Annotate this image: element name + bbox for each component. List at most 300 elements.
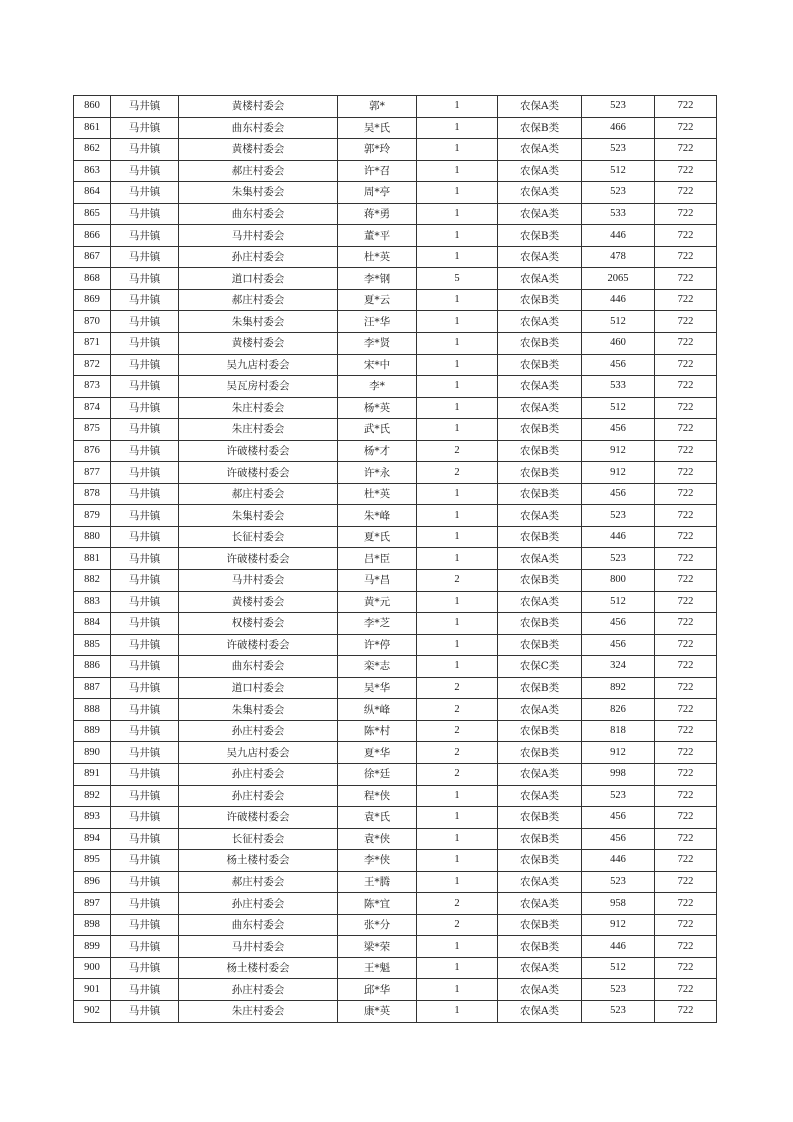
cell-serial-no: 893 <box>74 807 111 829</box>
cell-village-committee: 黄楼村委会 <box>179 333 338 355</box>
cell-standard: 722 <box>655 893 717 915</box>
table-row <box>74 483 717 505</box>
cell-category: 农保B类 <box>498 117 582 139</box>
cell-serial-no: 864 <box>74 182 111 204</box>
cell-household-count: 2 <box>417 914 498 936</box>
cell-village-committee: 孙庄村委会 <box>179 979 338 1001</box>
cell-serial-no: 866 <box>74 225 111 247</box>
cell-standard: 722 <box>655 548 717 570</box>
cell-standard: 722 <box>655 354 717 376</box>
cell-standard: 722 <box>655 419 717 441</box>
cell-amount: 912 <box>582 742 655 764</box>
cell-standard: 722 <box>655 505 717 527</box>
cell-town: 马井镇 <box>111 828 179 850</box>
cell-town: 马井镇 <box>111 699 179 721</box>
table-row <box>74 699 717 721</box>
cell-standard: 722 <box>655 333 717 355</box>
cell-village-committee: 郝庄村委会 <box>179 483 338 505</box>
cell-household-count: 1 <box>417 419 498 441</box>
cell-category: 农保B类 <box>498 483 582 505</box>
cell-serial-no: 888 <box>74 699 111 721</box>
cell-serial-no: 863 <box>74 160 111 182</box>
cell-household-count: 1 <box>417 526 498 548</box>
cell-serial-no: 865 <box>74 203 111 225</box>
cell-amount: 446 <box>582 850 655 872</box>
cell-amount: 456 <box>582 419 655 441</box>
table-row <box>74 182 717 204</box>
cell-name: 李*芝 <box>338 613 417 635</box>
cell-serial-no: 879 <box>74 505 111 527</box>
cell-household-count: 1 <box>417 807 498 829</box>
cell-name: 陈*村 <box>338 720 417 742</box>
cell-household-count: 2 <box>417 763 498 785</box>
cell-amount: 523 <box>582 1000 655 1022</box>
cell-amount: 523 <box>582 979 655 1001</box>
cell-village-committee: 黄楼村委会 <box>179 139 338 161</box>
cell-name: 郭*玲 <box>338 139 417 161</box>
cell-standard: 722 <box>655 483 717 505</box>
cell-serial-no: 868 <box>74 268 111 290</box>
cell-category: 农保A类 <box>498 160 582 182</box>
cell-town: 马井镇 <box>111 763 179 785</box>
cell-standard: 722 <box>655 656 717 678</box>
cell-standard: 722 <box>655 850 717 872</box>
cell-standard: 722 <box>655 462 717 484</box>
cell-standard: 722 <box>655 96 717 118</box>
cell-household-count: 1 <box>417 117 498 139</box>
cell-household-count: 1 <box>417 505 498 527</box>
cell-household-count: 2 <box>417 677 498 699</box>
cell-town: 马井镇 <box>111 850 179 872</box>
cell-amount: 460 <box>582 333 655 355</box>
cell-standard: 722 <box>655 225 717 247</box>
cell-village-committee: 长征村委会 <box>179 828 338 850</box>
cell-serial-no: 887 <box>74 677 111 699</box>
cell-amount: 466 <box>582 117 655 139</box>
cell-village-committee: 权楼村委会 <box>179 613 338 635</box>
cell-serial-no: 900 <box>74 957 111 979</box>
cell-category: 农保B类 <box>498 419 582 441</box>
cell-town: 马井镇 <box>111 333 179 355</box>
table-row <box>74 526 717 548</box>
cell-amount: 523 <box>582 182 655 204</box>
cell-town: 马井镇 <box>111 354 179 376</box>
cell-serial-no: 883 <box>74 591 111 613</box>
cell-household-count: 1 <box>417 548 498 570</box>
table-row <box>74 1000 717 1022</box>
cell-serial-no: 876 <box>74 440 111 462</box>
cell-serial-no: 874 <box>74 397 111 419</box>
cell-amount: 456 <box>582 483 655 505</box>
cell-village-committee: 孙庄村委会 <box>179 246 338 268</box>
cell-amount: 826 <box>582 699 655 721</box>
cell-amount: 523 <box>582 871 655 893</box>
cell-standard: 722 <box>655 979 717 1001</box>
cell-name: 夏*华 <box>338 742 417 764</box>
cell-name: 李*钢 <box>338 268 417 290</box>
cell-household-count: 2 <box>417 720 498 742</box>
cell-town: 马井镇 <box>111 483 179 505</box>
cell-category: 农保A类 <box>498 893 582 915</box>
table-row <box>74 160 717 182</box>
cell-name: 王*魁 <box>338 957 417 979</box>
cell-amount: 912 <box>582 914 655 936</box>
cell-village-committee: 孙庄村委会 <box>179 720 338 742</box>
cell-amount: 512 <box>582 160 655 182</box>
cell-category: 农保A类 <box>498 505 582 527</box>
cell-name: 武*氏 <box>338 419 417 441</box>
table-row <box>74 914 717 936</box>
cell-village-committee: 杨土楼村委会 <box>179 850 338 872</box>
cell-amount: 456 <box>582 354 655 376</box>
cell-category: 农保B类 <box>498 613 582 635</box>
cell-village-committee: 朱集村委会 <box>179 182 338 204</box>
table-row <box>74 268 717 290</box>
cell-name: 陈*宜 <box>338 893 417 915</box>
cell-village-committee: 长征村委会 <box>179 526 338 548</box>
table-row <box>74 957 717 979</box>
cell-name: 许*召 <box>338 160 417 182</box>
cell-town: 马井镇 <box>111 397 179 419</box>
cell-town: 马井镇 <box>111 246 179 268</box>
cell-amount: 2065 <box>582 268 655 290</box>
table-row <box>74 311 717 333</box>
cell-category: 农保B类 <box>498 570 582 592</box>
cell-household-count: 1 <box>417 634 498 656</box>
cell-household-count: 1 <box>417 979 498 1001</box>
cell-serial-no: 902 <box>74 1000 111 1022</box>
cell-amount: 478 <box>582 246 655 268</box>
cell-name: 汪*华 <box>338 311 417 333</box>
cell-name: 程*侠 <box>338 785 417 807</box>
cell-standard: 722 <box>655 871 717 893</box>
cell-standard: 722 <box>655 246 717 268</box>
cell-name: 袁*氏 <box>338 807 417 829</box>
cell-name: 董*平 <box>338 225 417 247</box>
table-row <box>74 850 717 872</box>
table-row <box>74 246 717 268</box>
table-body <box>74 96 717 1023</box>
cell-town: 马井镇 <box>111 570 179 592</box>
cell-amount: 456 <box>582 807 655 829</box>
cell-name: 马*昌 <box>338 570 417 592</box>
table-row <box>74 117 717 139</box>
cell-household-count: 1 <box>417 376 498 398</box>
cell-village-committee: 许破楼村委会 <box>179 634 338 656</box>
cell-standard: 722 <box>655 311 717 333</box>
cell-amount: 912 <box>582 462 655 484</box>
table-row <box>74 893 717 915</box>
cell-amount: 446 <box>582 289 655 311</box>
cell-serial-no: 872 <box>74 354 111 376</box>
cell-amount: 523 <box>582 505 655 527</box>
cell-name: 宋*中 <box>338 354 417 376</box>
cell-category: 农保B类 <box>498 354 582 376</box>
cell-serial-no: 882 <box>74 570 111 592</box>
cell-name: 栾*志 <box>338 656 417 678</box>
cell-category: 农保A类 <box>498 871 582 893</box>
cell-serial-no: 861 <box>74 117 111 139</box>
cell-serial-no: 889 <box>74 720 111 742</box>
cell-standard: 722 <box>655 139 717 161</box>
table-row <box>74 807 717 829</box>
cell-town: 马井镇 <box>111 936 179 958</box>
cell-town: 马井镇 <box>111 419 179 441</box>
cell-name: 杨*才 <box>338 440 417 462</box>
table-row <box>74 225 717 247</box>
cell-name: 李* <box>338 376 417 398</box>
cell-serial-no: 860 <box>74 96 111 118</box>
cell-category: 农保A类 <box>498 785 582 807</box>
cell-serial-no: 871 <box>74 333 111 355</box>
cell-amount: 456 <box>582 828 655 850</box>
cell-village-committee: 道口村委会 <box>179 268 338 290</box>
cell-household-count: 2 <box>417 699 498 721</box>
table-row <box>74 289 717 311</box>
cell-amount: 998 <box>582 763 655 785</box>
cell-village-committee: 马井村委会 <box>179 570 338 592</box>
cell-household-count: 2 <box>417 440 498 462</box>
cell-name: 夏*氏 <box>338 526 417 548</box>
table-row <box>74 634 717 656</box>
cell-village-committee: 曲东村委会 <box>179 656 338 678</box>
cell-household-count: 1 <box>417 289 498 311</box>
cell-serial-no: 869 <box>74 289 111 311</box>
cell-category: 农保A类 <box>498 397 582 419</box>
cell-village-committee: 吴九店村委会 <box>179 354 338 376</box>
cell-town: 马井镇 <box>111 376 179 398</box>
cell-household-count: 1 <box>417 656 498 678</box>
cell-serial-no: 895 <box>74 850 111 872</box>
cell-standard: 722 <box>655 591 717 613</box>
table-row <box>74 871 717 893</box>
table-row <box>74 354 717 376</box>
cell-village-committee: 马井村委会 <box>179 225 338 247</box>
cell-serial-no: 862 <box>74 139 111 161</box>
cell-serial-no: 891 <box>74 763 111 785</box>
cell-village-committee: 许破楼村委会 <box>179 440 338 462</box>
cell-category: 农保A类 <box>498 203 582 225</box>
cell-town: 马井镇 <box>111 526 179 548</box>
cell-household-count: 1 <box>417 311 498 333</box>
cell-village-committee: 黄楼村委会 <box>179 591 338 613</box>
cell-amount: 446 <box>582 526 655 548</box>
cell-serial-no: 894 <box>74 828 111 850</box>
cell-standard: 722 <box>655 613 717 635</box>
table-row <box>74 96 717 118</box>
cell-standard: 722 <box>655 1000 717 1022</box>
cell-category: 农保B类 <box>498 936 582 958</box>
cell-village-committee: 许破楼村委会 <box>179 807 338 829</box>
cell-standard: 722 <box>655 957 717 979</box>
cell-standard: 722 <box>655 914 717 936</box>
cell-village-committee: 郝庄村委会 <box>179 289 338 311</box>
cell-amount: 523 <box>582 548 655 570</box>
cell-town: 马井镇 <box>111 311 179 333</box>
cell-amount: 324 <box>582 656 655 678</box>
table-row <box>74 785 717 807</box>
cell-name: 张*分 <box>338 914 417 936</box>
cell-standard: 722 <box>655 634 717 656</box>
cell-household-count: 1 <box>417 483 498 505</box>
cell-village-committee: 孙庄村委会 <box>179 893 338 915</box>
cell-village-committee: 道口村委会 <box>179 677 338 699</box>
cell-household-count: 2 <box>417 570 498 592</box>
cell-town: 马井镇 <box>111 440 179 462</box>
cell-village-committee: 郝庄村委会 <box>179 160 338 182</box>
cell-standard: 722 <box>655 182 717 204</box>
table-row <box>74 742 717 764</box>
cell-village-committee: 吴瓦房村委会 <box>179 376 338 398</box>
cell-category: 农保A类 <box>498 957 582 979</box>
cell-category: 农保A类 <box>498 311 582 333</box>
cell-name: 邱*华 <box>338 979 417 1001</box>
cell-category: 农保B类 <box>498 850 582 872</box>
cell-town: 马井镇 <box>111 807 179 829</box>
cell-name: 朱*峰 <box>338 505 417 527</box>
cell-town: 马井镇 <box>111 289 179 311</box>
cell-village-committee: 曲东村委会 <box>179 914 338 936</box>
cell-town: 马井镇 <box>111 656 179 678</box>
cell-serial-no: 867 <box>74 246 111 268</box>
cell-standard: 722 <box>655 289 717 311</box>
cell-standard: 722 <box>655 117 717 139</box>
cell-name: 纵*峰 <box>338 699 417 721</box>
cell-name: 杨*英 <box>338 397 417 419</box>
cell-town: 马井镇 <box>111 203 179 225</box>
cell-category: 农保B类 <box>498 440 582 462</box>
cell-amount: 523 <box>582 139 655 161</box>
cell-name: 郭* <box>338 96 417 118</box>
cell-standard: 722 <box>655 160 717 182</box>
cell-name: 王*腾 <box>338 871 417 893</box>
cell-household-count: 1 <box>417 333 498 355</box>
cell-name: 梁*荣 <box>338 936 417 958</box>
cell-town: 马井镇 <box>111 634 179 656</box>
cell-household-count: 1 <box>417 850 498 872</box>
cell-name: 徐*廷 <box>338 763 417 785</box>
cell-town: 马井镇 <box>111 268 179 290</box>
cell-serial-no: 892 <box>74 785 111 807</box>
cell-category: 农保B类 <box>498 742 582 764</box>
cell-serial-no: 884 <box>74 613 111 635</box>
cell-standard: 722 <box>655 397 717 419</box>
cell-village-committee: 朱庄村委会 <box>179 397 338 419</box>
table-row <box>74 763 717 785</box>
cell-category: 农保B类 <box>498 462 582 484</box>
cell-village-committee: 许破楼村委会 <box>179 548 338 570</box>
cell-household-count: 1 <box>417 613 498 635</box>
cell-village-committee: 曲东村委会 <box>179 203 338 225</box>
cell-category: 农保A类 <box>498 376 582 398</box>
cell-serial-no: 880 <box>74 526 111 548</box>
cell-name: 许*停 <box>338 634 417 656</box>
cell-standard: 722 <box>655 268 717 290</box>
cell-serial-no: 873 <box>74 376 111 398</box>
cell-category: 农保B类 <box>498 807 582 829</box>
cell-town: 马井镇 <box>111 1000 179 1022</box>
cell-household-count: 1 <box>417 1000 498 1022</box>
cell-standard: 722 <box>655 763 717 785</box>
cell-household-count: 1 <box>417 785 498 807</box>
cell-standard: 722 <box>655 742 717 764</box>
table-row <box>74 376 717 398</box>
cell-amount: 446 <box>582 225 655 247</box>
cell-household-count: 1 <box>417 203 498 225</box>
table-row <box>74 397 717 419</box>
cell-name: 许*永 <box>338 462 417 484</box>
cell-category: 农保B类 <box>498 634 582 656</box>
cell-town: 马井镇 <box>111 96 179 118</box>
cell-serial-no: 877 <box>74 462 111 484</box>
cell-amount: 912 <box>582 440 655 462</box>
table-row <box>74 419 717 441</box>
cell-category: 农保B类 <box>498 828 582 850</box>
cell-village-committee: 郝庄村委会 <box>179 871 338 893</box>
cell-name: 杜*英 <box>338 246 417 268</box>
cell-village-committee: 马井村委会 <box>179 936 338 958</box>
cell-serial-no: 881 <box>74 548 111 570</box>
cell-category: 农保B类 <box>498 677 582 699</box>
cell-household-count: 1 <box>417 96 498 118</box>
cell-standard: 722 <box>655 807 717 829</box>
cell-town: 马井镇 <box>111 677 179 699</box>
cell-standard: 722 <box>655 440 717 462</box>
cell-category: 农保B类 <box>498 289 582 311</box>
cell-amount: 512 <box>582 591 655 613</box>
table-row <box>74 936 717 958</box>
cell-town: 马井镇 <box>111 785 179 807</box>
cell-serial-no: 899 <box>74 936 111 958</box>
cell-category: 农保B类 <box>498 914 582 936</box>
cell-standard: 722 <box>655 936 717 958</box>
cell-town: 马井镇 <box>111 871 179 893</box>
cell-village-committee: 孙庄村委会 <box>179 763 338 785</box>
cell-town: 马井镇 <box>111 914 179 936</box>
cell-standard: 722 <box>655 785 717 807</box>
cell-amount: 818 <box>582 720 655 742</box>
cell-amount: 446 <box>582 936 655 958</box>
cell-category: 农保A类 <box>498 1000 582 1022</box>
cell-category: 农保A类 <box>498 763 582 785</box>
table-row <box>74 462 717 484</box>
cell-amount: 533 <box>582 203 655 225</box>
cell-serial-no: 897 <box>74 893 111 915</box>
cell-village-committee: 许破楼村委会 <box>179 462 338 484</box>
cell-name: 康*英 <box>338 1000 417 1022</box>
cell-serial-no: 875 <box>74 419 111 441</box>
table-row <box>74 979 717 1001</box>
cell-household-count: 1 <box>417 828 498 850</box>
table-row <box>74 828 717 850</box>
cell-household-count: 1 <box>417 354 498 376</box>
table-row <box>74 591 717 613</box>
cell-serial-no: 901 <box>74 979 111 1001</box>
cell-amount: 456 <box>582 634 655 656</box>
cell-name: 夏*云 <box>338 289 417 311</box>
cell-serial-no: 898 <box>74 914 111 936</box>
table-row <box>74 720 717 742</box>
cell-amount: 512 <box>582 397 655 419</box>
cell-town: 马井镇 <box>111 139 179 161</box>
cell-serial-no: 870 <box>74 311 111 333</box>
table-row <box>74 613 717 635</box>
cell-household-count: 5 <box>417 268 498 290</box>
cell-amount: 512 <box>582 311 655 333</box>
cell-town: 马井镇 <box>111 591 179 613</box>
cell-household-count: 1 <box>417 160 498 182</box>
table-row <box>74 548 717 570</box>
